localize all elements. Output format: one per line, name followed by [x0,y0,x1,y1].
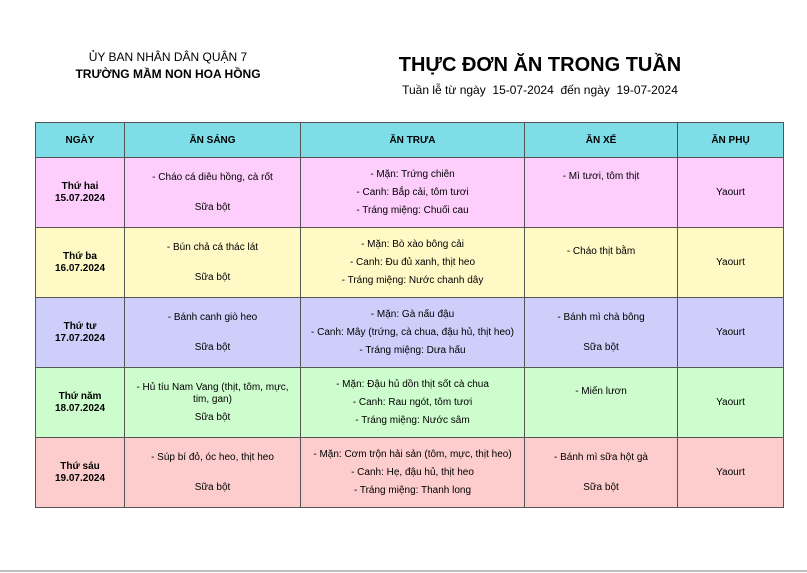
lunch-cell [301,438,525,508]
school-info [48,49,288,83]
lunch-item: - Tráng miệng: Thanh long [353,484,472,496]
afternoon-cell [525,298,678,368]
afternoon-cell [525,438,678,508]
day-cell [36,438,125,508]
lunch-item: - Canh: Hẹ, đậu hủ, thịt heo [351,466,474,478]
col-header-snack: ĂN PHỤ [678,123,784,158]
lunch-cell [301,158,525,228]
afternoon-item: - Mì tươi, tôm thịt [562,170,640,182]
breakfast-item: - Bánh canh giò heo [167,311,258,323]
breakfast-cell [125,298,301,368]
afternoon-cell [525,368,678,438]
afternoon-cell [525,158,678,228]
breakfast-item: Sữa bột [194,411,231,423]
school-name: TRƯỜNG MẦM NON HOA HỒNG [75,67,261,81]
header-row [36,123,784,158]
date: 19.07.2024 [54,472,106,484]
lunch-cell [301,228,525,298]
afternoon-item: - Cháo thịt bằm [566,245,636,257]
col-header-day: NGÀY [36,123,125,158]
breakfast-item: Sữa bột [194,201,231,213]
lunch-item: - Canh: Đu đủ xanh, thịt heo [349,256,476,268]
breakfast-cell [125,368,301,438]
weekday: Thứ hai [61,180,99,192]
breakfast-item: - Súp bí đỏ, óc heo, thịt heo [151,451,274,463]
breakfast-item: Sữa bột [194,271,231,283]
lunch-item: - Mặn: Bò xào bông cải [361,238,464,250]
date: 17.07.2024 [54,332,106,344]
lunch-item: - Mặn: Cơm trộn hải sản (tôm, mực, thịt heo) [313,448,512,460]
lunch-item: - Mặn: Trứng chiên [370,168,455,180]
snack-cell: Yaourt [678,298,784,368]
date: 16.07.2024 [54,262,106,274]
afternoon-cell [525,228,678,298]
weekday: Thứ sáu [60,460,100,472]
snack-cell: Yaourt [678,438,784,508]
table-row [36,298,784,368]
page-title: THỰC ĐƠN ĂN TRONG TUẦN [398,54,682,76]
afternoon-item: Sữa bột [583,481,619,493]
date: 18.07.2024 [54,402,106,414]
weekday: Thứ tư [63,320,97,332]
breakfast-cell [125,438,301,508]
weekday: Thứ năm [58,390,102,402]
breakfast-item: Sữa bột [194,481,231,493]
lunch-item: - Mặn: Đậu hủ dồn thịt sốt cà chua [336,378,489,390]
breakfast-cell [125,158,301,228]
lunch-item: - Canh: Rau ngót, tôm tươi [352,396,473,408]
lunch-item: - Canh: Bắp cải, tôm tươi [356,186,469,198]
date: 15.07.2024 [54,192,106,204]
table-row [36,158,784,228]
table-row [36,228,784,298]
page-bottom-border [0,570,807,572]
snack-cell: Yaourt [678,368,784,438]
afternoon-item: - Bánh mì chà bông [557,311,645,323]
title-block [380,52,700,97]
breakfast-item: Sữa bột [194,341,231,353]
week-range: Tuần lễ từ ngày 15-07-2024 đến ngày 19-07-2024 [402,83,678,97]
lunch-cell [301,368,525,438]
col-header-lunch: ĂN TRƯA [301,123,525,158]
day-cell [36,368,125,438]
district-name: ỦY BAN NHÂN DÂN QUẬN 7 [88,50,248,64]
afternoon-item: - Bánh mì sữa hột gà [554,451,648,463]
breakfast-item: - Cháo cá diêu hồng, cà rốt [152,171,273,183]
lunch-item: - Canh: Mây (trứng, cà chua, đậu hủ, thịt heo) [311,326,514,338]
afternoon-item: Sữa bột [583,341,619,353]
breakfast-item: - Bún chả cá thác lát [166,241,259,253]
day-cell [36,298,125,368]
day-cell [36,158,125,228]
day-cell [36,228,125,298]
lunch-item: - Tráng miệng: Nước sâm [355,414,470,426]
afternoon-item: - Miến lươn [575,385,627,397]
lunch-item: - Tráng miệng: Nước chanh dây [341,274,484,286]
breakfast-item: - Hủ tíu Nam Vang (thịt, tôm, mực, tim, gan) [136,381,289,405]
lunch-item: - Tráng miệng: Chuối cau [356,204,469,216]
snack-cell: Yaourt [678,158,784,228]
weekday: Thứ ba [63,250,97,262]
col-header-breakfast: ĂN SÁNG [125,123,301,158]
weekly-menu-table [35,122,784,508]
table-row [36,438,784,508]
col-header-afternoon: ĂN XẾ [525,123,678,158]
breakfast-cell [125,228,301,298]
lunch-item: - Mặn: Gà nấu đậu [370,308,455,320]
snack-cell: Yaourt [678,228,784,298]
lunch-cell [301,298,525,368]
lunch-item: - Tráng miệng: Dưa hấu [359,344,466,356]
table-row [36,368,784,438]
